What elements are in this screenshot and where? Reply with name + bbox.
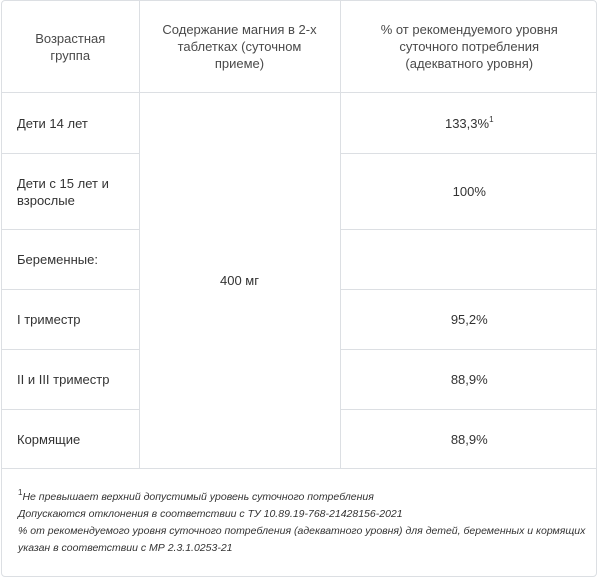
percent-cell xyxy=(340,93,597,154)
percent-cell xyxy=(340,230,597,290)
dosage-table xyxy=(2,1,597,469)
dosage-table-card xyxy=(1,0,597,577)
footnote-marker: 1 xyxy=(489,114,494,124)
footnotes xyxy=(18,489,588,557)
percent-cell: 100% xyxy=(340,154,597,230)
header-age-group: Возрастная группа xyxy=(2,1,139,93)
percent-cell: 95,2% xyxy=(340,290,597,350)
age-group-cell: I триместр xyxy=(2,290,139,350)
header-magnesium-content: Содержание магния в 2-х таблетках (суточном приеме) xyxy=(139,1,340,93)
age-group-cell: Дети с 15 лет и взрослые xyxy=(2,154,139,230)
magnesium-content-cell: 400 мг xyxy=(139,93,340,469)
percent-cell: 88,9% xyxy=(340,410,597,469)
age-group-cell: Дети 14 лет xyxy=(2,93,139,154)
age-group-cell: II и III триместр xyxy=(2,350,139,410)
footnote-line-3: % от рекомендуемого уровня суточного потребления (адекватного уровня) для детей, беременных и кормящих xyxy=(18,525,586,537)
percent-value: 133,3% xyxy=(444,115,490,131)
footnote-number: 1 xyxy=(18,488,23,497)
footnote-line-2: Допускаются отклонения в соответствии с ТУ 10.89.19-768-21428156-2021 xyxy=(18,508,403,520)
percent-cell: 88,9% xyxy=(340,350,597,410)
table-header-row xyxy=(2,1,597,93)
age-group-cell: Кормящие xyxy=(2,410,139,469)
footnote-line-1: $^1$Не превышает верхний допустимый уровень суточного потребления xyxy=(18,488,374,503)
header-percent-recommended: % от рекомендуемого уровня суточного потребления (адекватного уровня) xyxy=(340,1,597,93)
table-row xyxy=(2,93,597,154)
footnote-line-4: указан в соответствии с МР 2.3.1.0253-21 xyxy=(18,542,233,554)
age-group-cell: Беременные: xyxy=(2,230,139,290)
